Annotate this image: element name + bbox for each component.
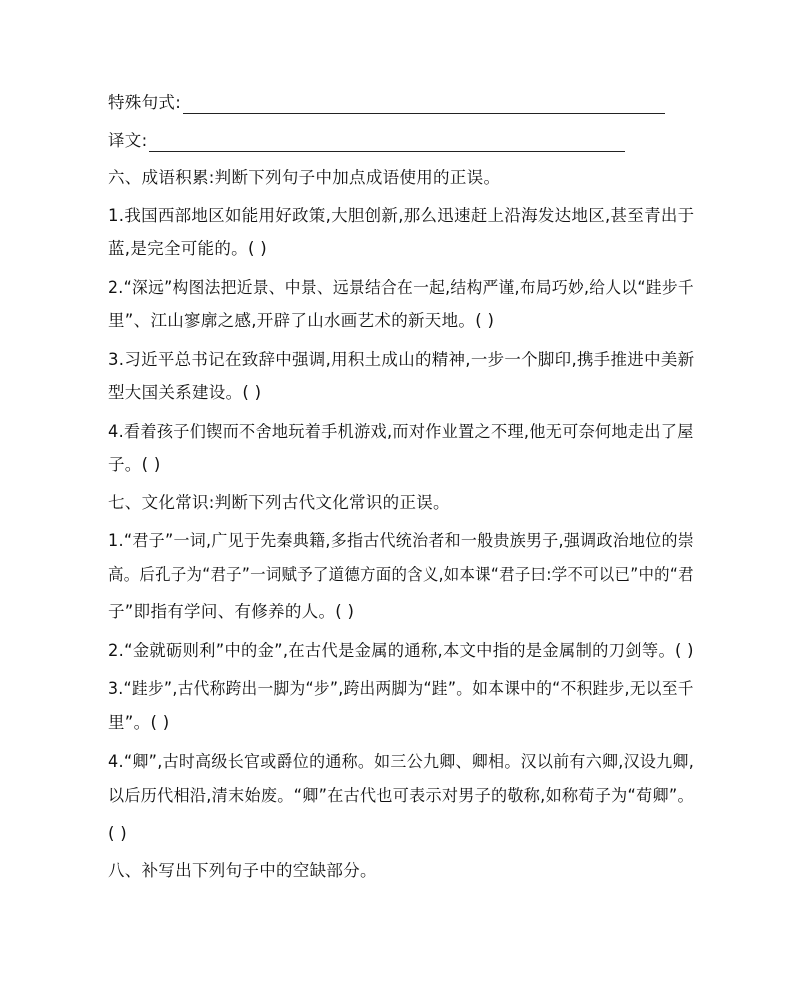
- fill-line-label: 译文:: [108, 131, 148, 150]
- section-7-heading: 七、文化常识:判断下列古代文化常识的正误。: [108, 493, 450, 512]
- question-line: 2.“金就砺则利”中的金”,在古代是金属的通称,本文中指的是金属制的刀剑等。( ): [108, 641, 694, 660]
- fill-line-translation: [108, 130, 625, 152]
- question-line: 1.“君子”一词,广见于先秦典籍,多指古代统治者和一般贵族男子,强调政治地位的崇: [108, 531, 695, 550]
- fill-line-special-syntax: [108, 92, 665, 114]
- question-line: 蓝,是完全可能的。( ): [108, 239, 267, 258]
- fill-line-label: 特殊句式:: [108, 93, 182, 112]
- question-line: 型大国关系建设。( ): [108, 383, 262, 402]
- question-line: 1.我国西部地区如能用好政策,大胆创新,那么迅速赶上沿海发达地区,甚至青出于: [108, 206, 695, 225]
- answer-blank-line[interactable]: [183, 94, 665, 114]
- question-line: 4.看着孩子们锲而不舍地玩着手机游戏,而对作业置之不理,他无可奈何地走出了屋: [108, 422, 694, 441]
- question-line: 里”、江山寥廓之感,开辟了山水画艺术的新天地。( ): [108, 311, 495, 330]
- question-line: 子。( ): [108, 455, 161, 474]
- answer-blank-line[interactable]: [149, 132, 625, 152]
- question-line: 以后历代相沿,清末始废。“卿”在古代也可表示对男子的敬称,如称荀子为“荀卿”。: [108, 786, 694, 805]
- section-8-heading: 八、补写出下列句子中的空缺部分。: [108, 861, 377, 880]
- section-6-heading: 六、成语积累:判断下列句子中加点成语使用的正误。: [108, 168, 501, 187]
- question-line: ( ): [108, 824, 128, 843]
- question-line: 3.习近平总书记在致辞中强调,用积土成山的精神,一步一个脚印,携手推进中美新: [108, 350, 695, 369]
- question-line: 高。后孔子为“君子”一词赋予了道德方面的含义,如本课“君子曰:学不可以已”中的“君: [108, 565, 694, 584]
- question-line: 2.“深远”构图法把近景、中景、远景结合在一起,结构严谨,布局巧妙,给人以“跬步千: [108, 278, 694, 297]
- question-line: 4.“卿”,古时高级长官或爵位的通称。如三公九卿、卿相。汉以前有六卿,汉设九卿,: [108, 752, 695, 771]
- question-line: 子”即指有学问、有修养的人。( ): [108, 602, 355, 621]
- question-line: 3.“跬步”,古代称跨出一脚为“步”,跨出两脚为“跬”。如本课中的“不积跬步,无以至千: [108, 679, 694, 698]
- question-line: 里”。( ): [108, 713, 170, 732]
